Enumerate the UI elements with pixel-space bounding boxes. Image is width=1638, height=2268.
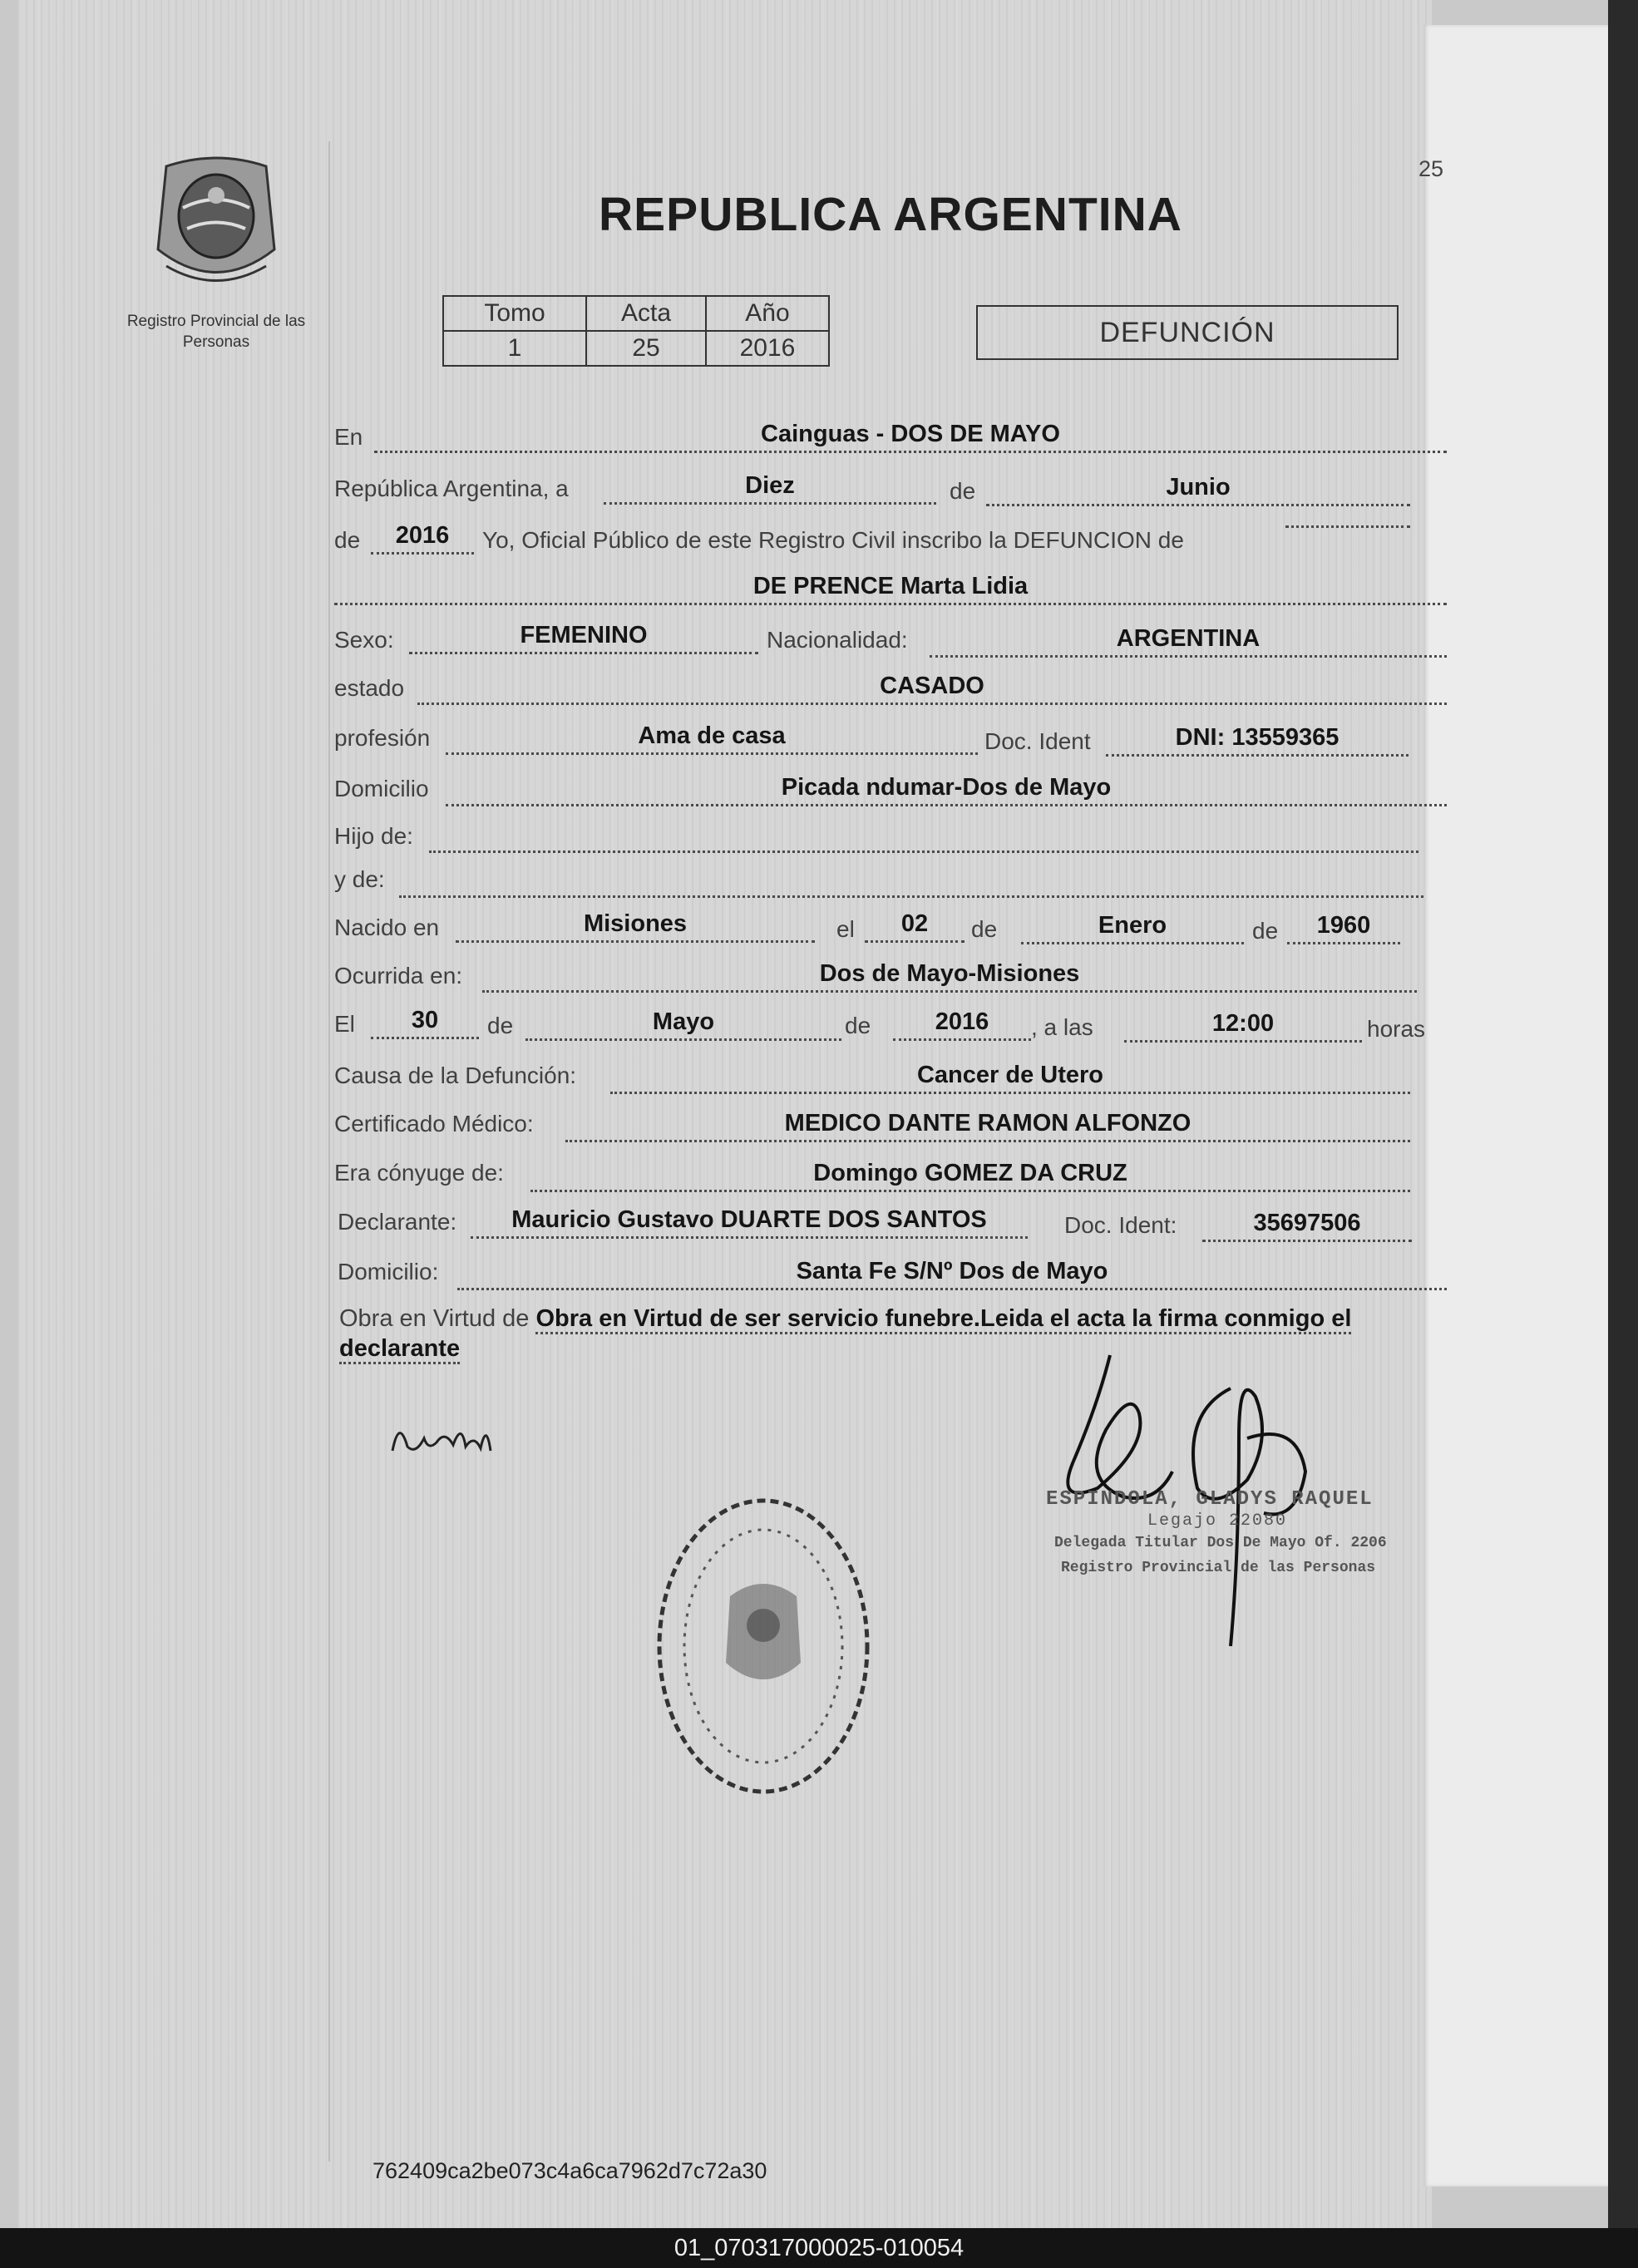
de-label-3: de [971,916,998,942]
table-header-acta: Acta [586,296,706,331]
margin-line [328,141,330,2162]
de-label-1: de [950,478,976,504]
year-value: 2016 [371,521,474,555]
estado-value: CASADO [417,672,1447,705]
page-edge [1423,25,1608,2187]
volume-record-table [442,295,830,367]
deceased-name: DE PRENCE Marta Lidia [334,572,1447,605]
estado-label: estado [334,675,405,701]
hijo-de-value [429,820,1418,853]
table-value-acta: 25 [586,331,706,366]
causa-label: Causa de la Defunción: [334,1063,577,1088]
certificado-value: MEDICO DANTE RAMON ALFONZO [565,1109,1410,1142]
death-time: 12:00 [1124,1009,1362,1043]
declarante-value: Mauricio Gustavo DUARTE DOS SANTOS [471,1205,1028,1239]
conyuge-label: Era cónyuge de: [334,1160,504,1186]
handwritten-initials [382,1405,516,1472]
en-label: En [334,424,363,450]
table-value-year: 2016 [706,331,829,366]
registry-name: Registro Provincial de las Personas [126,313,306,351]
page-number: 25 [1418,156,1444,181]
a-las-label: , a las [1031,1014,1093,1040]
scan-footer-id: 01_070317000025-010054 [673,2235,965,2261]
certificado-label: Certificado Médico: [334,1111,534,1136]
de-label-5: de [487,1013,514,1038]
declarante-doc-value: 35697506 [1202,1209,1412,1242]
death-day: 30 [371,1006,479,1039]
doc-ident-label: Doc. Ident [984,728,1091,754]
de-label-4: de [1252,918,1279,944]
doc-ident-value: DNI: 13559365 [1106,723,1409,757]
record-type-box: DEFUNCIÓN [976,305,1399,360]
domicilio-label: Domicilio [334,776,429,801]
day-value: Diez [604,471,936,505]
birth-month: Enero [1021,911,1244,944]
declarante-label: Declarante: [338,1209,457,1235]
domicilio-value: Picada ndumar-Dos de Mayo [446,773,1447,806]
de-label-6: de [845,1013,871,1038]
death-month: Mayo [525,1008,841,1041]
province-coat-of-arms-logo [150,150,283,299]
document-title: REPUBLICA ARGENTINA [599,188,1182,241]
y-de-label: y de: [334,866,385,892]
remarks-text: Obra en Virtud de ser servicio funebre.Leida el acta la firma conmigo el declarante [339,1305,1351,1364]
de-label-2: de [334,527,361,553]
horas-label: horas [1367,1016,1426,1042]
stamp-role: Delegada Titular Dos De Mayo Of. 2206 [1054,1535,1387,1551]
sexo-label: Sexo: [334,627,394,653]
conyuge-value: Domingo GOMEZ DA CRUZ [530,1159,1410,1192]
domicilio-declarante-value: Santa Fe S/Nº Dos de Mayo [457,1257,1447,1290]
domicilio-declarante-label: Domicilio: [338,1259,439,1284]
nacionalidad-value: ARGENTINA [930,624,1447,658]
ocurrida-en-value: Dos de Mayo-Misiones [482,959,1417,993]
scanner-edge [1608,0,1638,2228]
hijo-de-label: Hijo de: [334,823,413,849]
declarante-doc-label: Doc. Ident: [1064,1212,1177,1238]
profesion-label: profesión [334,725,431,751]
profesion-value: Ama de casa [446,722,978,755]
stamp-name: ESPINDOLA, GLADYS RAQUEL [1046,1488,1374,1511]
table-header-tomo: Tomo [443,296,586,331]
remarks-label: Obra en Virtud de [339,1305,530,1332]
en-value: Cainguas - DOS DE MAYO [374,420,1447,453]
month-value: Junio [986,473,1410,506]
nacido-en-label: Nacido en [334,915,440,940]
republica-label: República Argentina, a [334,476,569,501]
y-de-value [399,865,1423,898]
birth-year: 1960 [1287,911,1400,944]
death-year: 2016 [893,1008,1031,1041]
stamp-legajo: Legajo 22080 [1147,1511,1288,1531]
nacionalidad-label: Nacionalidad: [767,627,908,653]
nacido-en-value: Misiones [456,910,815,943]
table-header-year: Año [706,296,829,331]
el-label: el [836,916,855,942]
table-value-tomo: 1 [443,331,586,366]
ocurrida-en-label: Ocurrida en: [334,963,463,989]
birth-day: 02 [865,910,965,943]
sexo-value: FEMENINO [409,621,758,654]
name-continuation-line [1285,523,1410,528]
registration-statement: Yo, Oficial Público de este Registro Civil inscribo la DEFUNCION de [482,527,1184,553]
document-hash: 762409ca2be073c4a6ca7962d7c72a30 [372,2158,767,2183]
stamp-registry: Registro Provincial de las Personas [1061,1560,1376,1576]
El-label: El [334,1011,355,1037]
causa-value: Cancer de Utero [610,1061,1410,1094]
official-seal [639,1480,888,1812]
